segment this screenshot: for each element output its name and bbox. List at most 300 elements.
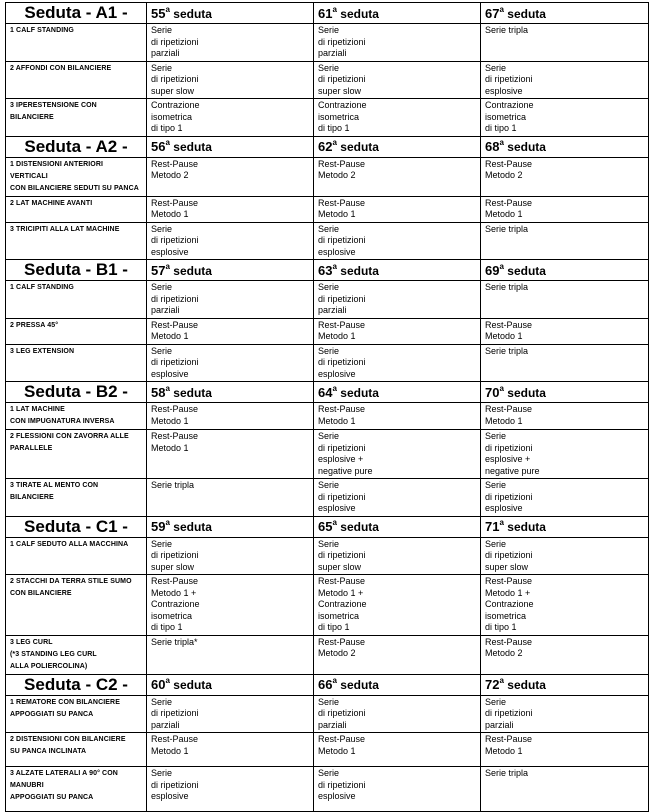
protocol-cell	[147, 281, 314, 319]
session-number: 67	[485, 5, 500, 21]
protocol-line: Serie tripla	[151, 480, 195, 490]
protocol-line: parziali	[318, 48, 347, 58]
protocol-cell	[481, 430, 649, 479]
exercise-row	[6, 222, 649, 260]
exercise-name	[6, 635, 147, 674]
protocol-line: Contrazione	[318, 599, 367, 609]
protocol-line: Metodo 1	[318, 745, 356, 756]
exercise-name-line: (*3 STANDING LEG CURL	[10, 650, 97, 658]
protocol-line: Rest-Pause	[151, 734, 199, 744]
protocol-line: Serie	[318, 538, 340, 549]
session-word: seduta	[340, 385, 379, 400]
section-title: Seduta - A1 -	[6, 3, 147, 24]
exercise-name-line: VERTICALI	[10, 172, 48, 180]
protocol-line: di ripetizioni	[151, 708, 199, 718]
exercise-name-line: 1 CALF STANDING	[10, 284, 74, 291]
protocol-cell	[147, 24, 314, 62]
exercise-name	[6, 318, 147, 344]
protocol-line: Metodo 1	[151, 745, 189, 756]
exercise-name-line: 3 ALZATE LATERALI A 90° CON	[10, 770, 118, 777]
protocol-cell	[314, 733, 481, 767]
protocol-line: super slow	[318, 561, 362, 572]
protocol-cell	[481, 157, 649, 196]
protocol-line: di ripetizioni	[151, 36, 199, 47]
protocol-line: di ripetizioni	[485, 442, 533, 453]
protocol-line: Rest-Pause	[318, 158, 366, 169]
protocol-cell	[481, 318, 649, 344]
session-word: seduta	[173, 678, 212, 692]
protocol-cell	[314, 344, 481, 382]
exercise-name-line: BILANCIERE	[10, 494, 54, 501]
session-ordinal-suffix: a	[165, 261, 170, 271]
session-heading	[147, 382, 314, 403]
protocol-line: di tipo 1	[485, 622, 517, 632]
session-heading	[147, 674, 314, 695]
exercise-name-line: APPOGGIATI SU PANCA	[10, 710, 94, 718]
exercise-name-line: CON BILANCIERE	[10, 590, 72, 597]
session-heading	[481, 260, 649, 281]
protocol-line: Rest-Pause	[485, 319, 533, 330]
protocol-line: Rest-Pause	[318, 319, 366, 330]
protocol-line: negative pure	[485, 465, 540, 476]
session-heading	[314, 674, 481, 695]
protocol-cell	[481, 575, 649, 636]
protocol-line: Rest-Pause	[485, 158, 533, 169]
session-number: 57	[151, 262, 166, 278]
protocol-line: Serie	[318, 345, 340, 356]
session-number: 68	[485, 139, 500, 154]
session-number: 61	[318, 5, 333, 21]
protocol-line: Metodo 1	[151, 442, 189, 453]
protocol-line: esplosive	[485, 85, 523, 96]
protocol-line: Metodo 1 +	[485, 587, 531, 598]
protocol-line: di ripetizioni	[151, 550, 199, 560]
exercise-name	[6, 733, 147, 767]
exercise-name	[6, 157, 147, 196]
protocol-cell	[314, 403, 481, 430]
protocol-line: Rest-Pause	[151, 319, 199, 330]
exercise-row	[6, 196, 649, 222]
protocol-line: parziali	[151, 719, 180, 730]
session-number: 56	[151, 139, 166, 154]
protocol-line: di ripetizioni	[318, 442, 366, 453]
session-number: 65	[318, 519, 333, 534]
session-number: 55	[151, 5, 166, 21]
session-ordinal-suffix: a	[332, 676, 337, 685]
protocol-line: di tipo 1	[151, 622, 183, 632]
protocol-line: Serie	[485, 538, 507, 549]
protocol-line: di ripetizioni	[318, 235, 366, 245]
exercise-row	[6, 61, 649, 99]
protocol-cell	[314, 281, 481, 319]
protocol-line: isometrica	[485, 610, 527, 621]
protocol-line: parziali	[151, 305, 180, 315]
protocol-line: Serie	[151, 282, 173, 292]
training-schedule-table	[5, 2, 649, 812]
session-heading	[481, 3, 649, 24]
protocol-line: Metodo 1	[485, 331, 523, 341]
protocol-line: Serie tripla	[485, 25, 529, 35]
protocol-cell	[481, 344, 649, 382]
protocol-line: di ripetizioni	[485, 74, 533, 84]
protocol-cell	[481, 222, 649, 260]
exercise-row	[6, 281, 649, 319]
session-number: 71	[485, 519, 500, 534]
exercise-row	[6, 157, 649, 196]
protocol-line: di ripetizioni	[318, 708, 366, 718]
protocol-cell	[314, 222, 481, 260]
exercise-row	[6, 344, 649, 382]
exercise-name	[6, 99, 147, 137]
exercise-row	[6, 575, 649, 636]
exercise-name-line: CON IMPUGNATURA INVERSA	[10, 418, 115, 425]
protocol-cell	[481, 537, 649, 575]
session-ordinal-suffix: a	[332, 261, 337, 271]
protocol-line: Rest-Pause	[318, 404, 366, 414]
protocol-line: Serie	[485, 480, 507, 490]
session-word: seduta	[507, 385, 546, 400]
protocol-line: Metodo 1	[151, 209, 189, 219]
protocol-cell	[147, 575, 314, 636]
session-word: seduta	[173, 140, 212, 154]
exercise-name-line: 2 AFFONDI CON BILANCIERE	[10, 64, 112, 72]
protocol-cell	[314, 196, 481, 222]
protocol-cell	[481, 61, 649, 99]
session-word: seduta	[507, 520, 546, 534]
protocol-line: esplosive	[318, 503, 356, 513]
session-number: 69	[485, 262, 500, 278]
protocol-line: Contrazione	[151, 100, 200, 110]
protocol-line: Contrazione	[318, 100, 367, 110]
protocol-line: di ripetizioni	[151, 357, 199, 367]
protocol-line: Serie tripla	[485, 282, 529, 292]
protocol-line: Serie	[151, 768, 173, 778]
exercise-name-line: 3 TIRATE AL MENTO CON	[10, 482, 99, 489]
protocol-line: esplosive	[318, 368, 356, 379]
exercise-name-line: 2 LAT MACHINE AVANTI	[10, 199, 93, 207]
session-word: seduta	[340, 678, 379, 692]
session-heading	[481, 382, 649, 403]
protocol-cell	[481, 99, 649, 137]
protocol-line: di ripetizioni	[318, 550, 366, 560]
protocol-line: Rest-Pause	[318, 197, 366, 208]
session-number: 59	[151, 519, 166, 534]
protocol-line: di tipo 1	[151, 123, 183, 133]
protocol-line: Contrazione	[151, 599, 200, 609]
protocol-line: Rest-Pause	[151, 576, 199, 586]
session-heading	[481, 674, 649, 695]
protocol-cell	[314, 695, 481, 733]
exercise-row	[6, 430, 649, 479]
session-ordinal-suffix: a	[165, 383, 170, 393]
section-header-row	[6, 516, 649, 537]
protocol-cell	[147, 403, 314, 430]
exercise-row	[6, 403, 649, 430]
session-heading	[147, 3, 314, 24]
protocol-line: Metodo 1	[151, 331, 189, 341]
protocol-cell	[314, 575, 481, 636]
session-heading	[147, 260, 314, 281]
session-number: 58	[151, 384, 166, 400]
protocol-cell	[314, 479, 481, 517]
protocol-line: super slow	[151, 561, 195, 572]
exercise-row	[6, 318, 649, 344]
protocol-line: esplosive	[151, 246, 189, 257]
protocol-line: Serie	[151, 696, 173, 707]
protocol-cell	[147, 695, 314, 733]
protocol-line: negative pure	[318, 465, 373, 476]
protocol-cell	[314, 635, 481, 674]
protocol-line: Metodo 1	[485, 415, 523, 426]
protocol-line: Rest-Pause	[151, 197, 199, 208]
protocol-line: Serie	[318, 62, 340, 73]
protocol-cell	[481, 24, 649, 62]
protocol-cell	[147, 635, 314, 674]
protocol-line: di ripetizioni	[318, 491, 366, 502]
protocol-cell	[314, 61, 481, 99]
protocol-line: parziali	[485, 719, 514, 730]
protocol-line: Serie	[318, 223, 340, 234]
protocol-line: isometrica	[318, 610, 360, 621]
protocol-line: parziali	[318, 719, 347, 730]
session-number: 72	[485, 677, 500, 692]
protocol-line: Metodo 2	[485, 170, 523, 180]
protocol-cell	[481, 196, 649, 222]
protocol-line: Metodo 1	[318, 415, 356, 426]
exercise-name	[6, 196, 147, 222]
exercise-name-line: CON BILANCIERE SEDUTI SU PANCA	[10, 184, 139, 192]
session-word: seduta	[507, 263, 546, 278]
session-word: seduta	[507, 678, 546, 692]
protocol-line: Serie	[485, 696, 507, 707]
exercise-row	[6, 537, 649, 575]
session-ordinal-suffix: a	[332, 138, 337, 147]
protocol-line: esplosive	[318, 246, 356, 257]
protocol-line: super slow	[151, 85, 195, 96]
protocol-cell	[481, 281, 649, 319]
session-number: 62	[318, 139, 333, 154]
session-heading	[314, 3, 481, 24]
session-ordinal-suffix: a	[165, 138, 170, 147]
exercise-row	[6, 24, 649, 62]
protocol-line: Rest-Pause	[485, 734, 533, 744]
session-ordinal-suffix: a	[499, 383, 504, 393]
session-word: seduta	[173, 385, 212, 400]
session-heading	[314, 382, 481, 403]
exercise-name-line: APPOGGIATI SU PANCA	[10, 794, 94, 801]
exercise-name-line: 2 PRESSA 45°	[10, 321, 59, 329]
session-number: 64	[318, 384, 333, 400]
protocol-line: Metodo 1 +	[151, 587, 197, 598]
section-title: Seduta - C1 -	[6, 516, 147, 537]
protocol-cell	[147, 344, 314, 382]
protocol-line: di ripetizioni	[318, 36, 366, 47]
session-number: 60	[151, 677, 166, 692]
protocol-cell	[314, 24, 481, 62]
protocol-line: Rest-Pause	[151, 404, 199, 414]
exercise-name-line: 3 LEG CURL	[10, 638, 53, 646]
session-word: seduta	[173, 6, 212, 21]
session-number: 70	[485, 384, 500, 400]
exercise-name-line: 2 STACCHI DA TERRA STILE SUMO	[10, 578, 132, 585]
exercise-name	[6, 695, 147, 733]
protocol-cell	[314, 157, 481, 196]
protocol-line: Serie	[151, 25, 173, 35]
protocol-line: di ripetizioni	[151, 235, 199, 245]
protocol-line: Metodo 1	[318, 209, 356, 219]
exercise-name-line: 1 CALF SEDUTO ALLA MACCHINA	[10, 540, 129, 548]
protocol-line: esplosive	[151, 791, 189, 801]
protocol-line: Rest-Pause	[151, 431, 199, 441]
exercise-name-line: 1 CALF STANDING	[10, 27, 74, 34]
protocol-line: di ripetizioni	[151, 74, 199, 84]
section-title: Seduta - B1 -	[6, 260, 147, 281]
protocol-line: Metodo 1	[318, 331, 356, 341]
exercise-name	[6, 61, 147, 99]
protocol-line: Metodo 1	[151, 415, 189, 426]
exercise-name-line: 1 DISTENSIONI ANTERIORI	[10, 160, 104, 168]
protocol-line: di ripetizioni	[318, 357, 366, 367]
exercise-name	[6, 344, 147, 382]
exercise-name-line: ALLA POLIERCOLINA)	[10, 662, 88, 670]
session-heading	[481, 516, 649, 537]
protocol-cell	[481, 403, 649, 430]
protocol-line: Rest-Pause	[485, 576, 533, 586]
session-ordinal-suffix: a	[499, 138, 504, 147]
exercise-name-line: 3 IPERESTENSIONE CON	[10, 102, 97, 109]
protocol-line: Metodo 2	[151, 170, 189, 180]
session-heading	[314, 136, 481, 157]
protocol-line: Contrazione	[485, 599, 534, 609]
session-word: seduta	[340, 520, 379, 534]
session-number: 63	[318, 262, 333, 278]
protocol-line: Serie	[318, 282, 340, 292]
session-ordinal-suffix: a	[499, 4, 504, 14]
exercise-name-line: 1 REMATORE CON BILANCIERE	[10, 698, 120, 706]
protocol-cell	[481, 695, 649, 733]
exercise-name	[6, 281, 147, 319]
protocol-line: esplosive	[318, 791, 356, 801]
protocol-cell	[147, 733, 314, 767]
session-ordinal-suffix: a	[499, 261, 504, 271]
protocol-line: isometrica	[485, 111, 527, 122]
exercise-row	[6, 695, 649, 733]
protocol-cell	[147, 318, 314, 344]
protocol-line: Serie tripla	[485, 768, 529, 778]
protocol-line: di ripetizioni	[318, 293, 366, 304]
exercise-name-line: MANUBRI	[10, 782, 44, 789]
protocol-line: super slow	[485, 561, 529, 572]
protocol-line: Metodo 2	[318, 648, 356, 658]
protocol-line: Serie	[485, 62, 507, 73]
exercise-name	[6, 537, 147, 575]
protocol-cell	[147, 61, 314, 99]
protocol-line: Metodo 1	[485, 209, 523, 219]
session-heading	[147, 136, 314, 157]
section-header-row	[6, 382, 649, 403]
protocol-line: Serie	[151, 223, 173, 234]
protocol-line: Rest-Pause	[318, 576, 366, 586]
protocol-cell	[147, 430, 314, 479]
session-word: seduta	[340, 6, 379, 21]
protocol-cell	[314, 99, 481, 137]
exercise-name-line: 3 LEG EXTENSION	[10, 347, 75, 355]
protocol-line: Serie	[318, 25, 340, 35]
protocol-cell	[481, 635, 649, 674]
protocol-cell	[147, 537, 314, 575]
session-ordinal-suffix: a	[165, 4, 170, 14]
session-heading	[481, 136, 649, 157]
exercise-row	[6, 99, 649, 137]
session-word: seduta	[173, 520, 212, 534]
protocol-line: isometrica	[318, 111, 360, 122]
protocol-line: di ripetizioni	[151, 293, 199, 304]
protocol-cell	[314, 430, 481, 479]
exercise-name	[6, 24, 147, 62]
protocol-cell	[147, 99, 314, 137]
protocol-line: di ripetizioni	[485, 491, 533, 502]
session-word: seduta	[340, 263, 379, 278]
exercise-name-line: BILANCIERE	[10, 114, 54, 121]
protocol-line: esplosive +	[485, 454, 531, 464]
protocol-line: Rest-Pause	[485, 636, 533, 647]
exercise-name-line: 3 TRICIPITI ALLA LAT MACHINE	[10, 225, 120, 233]
exercise-row	[6, 635, 649, 674]
session-word: seduta	[340, 140, 379, 154]
section-header-row	[6, 3, 649, 24]
protocol-line: Metodo 1	[485, 745, 523, 756]
exercise-name	[6, 479, 147, 517]
session-ordinal-suffix: a	[499, 518, 504, 527]
schedule-body	[6, 3, 649, 812]
protocol-cell	[314, 537, 481, 575]
protocol-line: Rest-Pause	[151, 158, 199, 169]
protocol-line: Metodo 2	[485, 648, 523, 658]
protocol-line: Metodo 1 +	[318, 587, 364, 598]
protocol-line: esplosive	[151, 368, 189, 379]
session-word: seduta	[173, 263, 212, 278]
protocol-line: Serie tripla	[485, 223, 529, 234]
protocol-line: Serie	[318, 480, 340, 490]
protocol-line: Rest-Pause	[318, 636, 366, 647]
protocol-line: Serie	[318, 768, 340, 778]
protocol-line: esplosive	[485, 503, 523, 513]
protocol-line: Rest-Pause	[318, 734, 366, 744]
protocol-line: Serie	[485, 431, 507, 441]
session-heading	[314, 516, 481, 537]
protocol-line: di tipo 1	[318, 123, 350, 133]
protocol-line: parziali	[318, 305, 347, 315]
section-title: Seduta - C2 -	[6, 674, 147, 695]
protocol-line: esplosive +	[318, 454, 364, 464]
protocol-line: Serie	[151, 62, 173, 73]
exercise-name	[6, 403, 147, 430]
session-word: seduta	[507, 140, 546, 154]
section-header-row	[6, 136, 649, 157]
exercise-name	[6, 222, 147, 260]
session-word: seduta	[507, 6, 546, 21]
exercise-name-line: 2 DISTENSIONI CON BILANCIERE	[10, 736, 126, 743]
protocol-line: Serie	[151, 538, 173, 549]
protocol-line: Serie	[318, 431, 340, 441]
session-ordinal-suffix: a	[332, 4, 337, 14]
protocol-line: Serie	[318, 696, 340, 707]
exercise-name	[6, 575, 147, 636]
session-ordinal-suffix: a	[165, 518, 170, 527]
exercise-name-line: SU PANCA INCLINATA	[10, 748, 87, 755]
protocol-line: parziali	[151, 48, 180, 58]
protocol-line: di ripetizioni	[151, 779, 199, 790]
